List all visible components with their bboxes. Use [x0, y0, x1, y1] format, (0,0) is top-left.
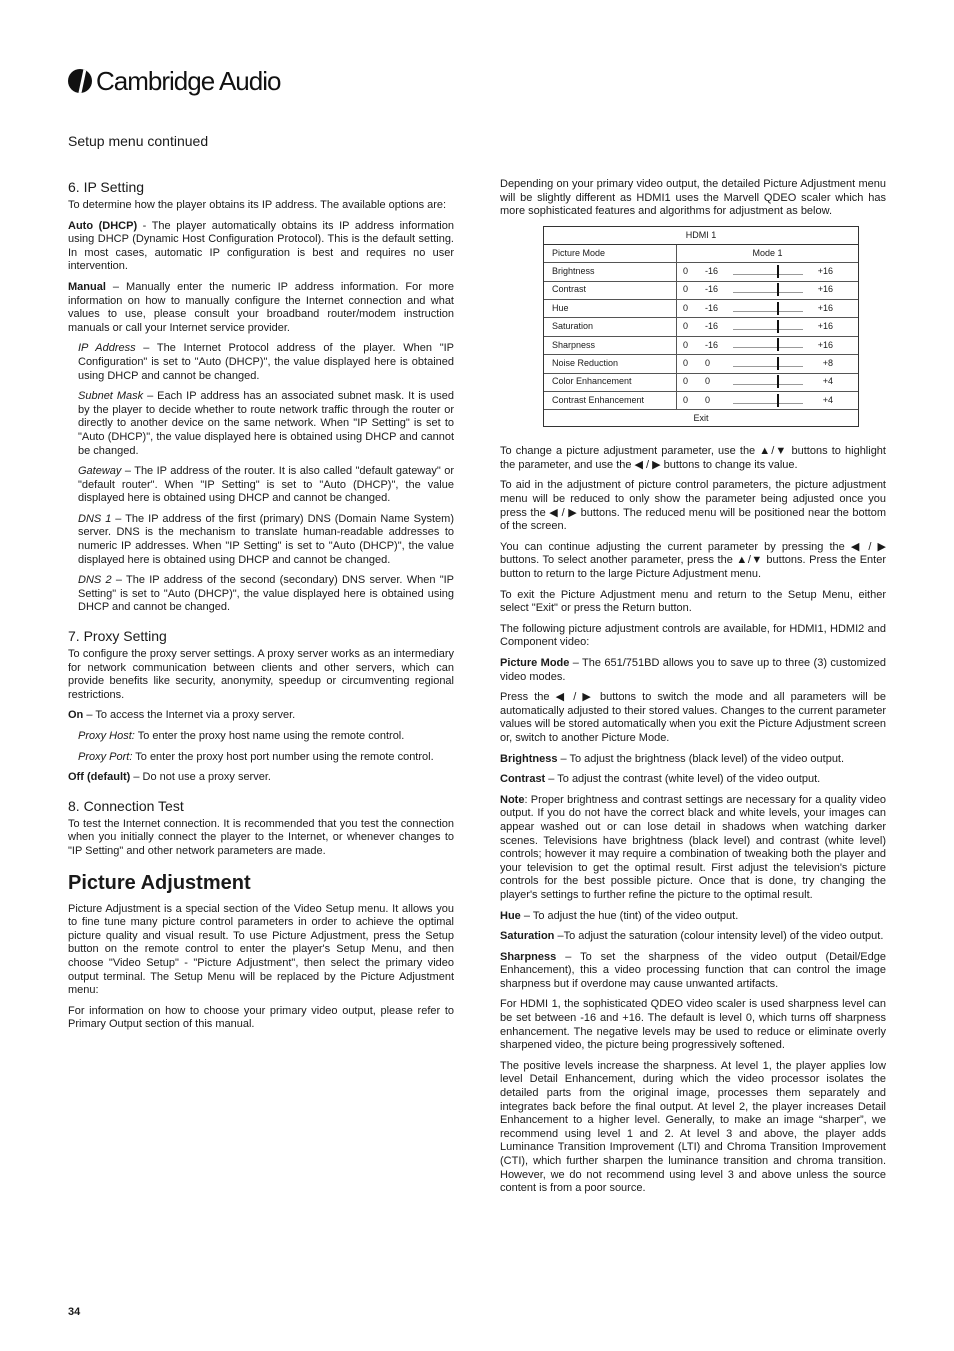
contrast-label: Contrast — [500, 773, 546, 786]
proxy-off-item — [68, 771, 454, 785]
parameter-max: +16 — [817, 302, 833, 313]
parameter-slider[interactable] — [733, 287, 803, 293]
logo-icon — [68, 69, 92, 93]
gateway-item — [68, 465, 454, 506]
parameter-name: Color Enhancement — [544, 374, 677, 391]
parameter-row[interactable] — [544, 355, 858, 373]
brightness-text: – To adjust the brightness (black level) of the video output. — [557, 752, 845, 765]
dns1-label: DNS 1 — [78, 512, 112, 525]
parameter-value: 0 — [683, 376, 689, 387]
parameter-name: Hue — [544, 300, 677, 317]
slider-knob[interactable] — [777, 265, 779, 278]
parameter-value: 0 — [683, 321, 689, 332]
proxy-port-item — [68, 751, 454, 765]
subnet-label: Subnet Mask — [78, 390, 144, 403]
saturation-text: –To adjust the saturation (colour intensity level) of the video output. — [554, 930, 884, 943]
auto-dhcp-label: Auto (DHCP) — [68, 219, 138, 232]
brightness-label: Brightness — [500, 752, 558, 765]
brand-logo — [68, 66, 280, 96]
parameter-row[interactable] — [544, 318, 858, 336]
parameter-name: Contrast — [544, 282, 677, 299]
manual-label: Manual — [68, 280, 106, 293]
left-column — [68, 178, 454, 1039]
parameter-rows — [544, 263, 858, 410]
parameter-max: +4 — [822, 376, 833, 387]
parameter-slider[interactable] — [733, 361, 803, 367]
dns2-text: – The IP address of the second (secondary) DNS server. When "IP Setting" is set to "Auto (DHCP)", the value displayed here is obtained using DHCP and cannot be changed. — [78, 574, 454, 614]
picture-adjustment-text-2: For information on how to choose your primary video output, please refer to Primary Output section of this manual. — [68, 1004, 454, 1031]
parameter-row[interactable] — [544, 263, 858, 281]
picture-mode-item-label: Picture Mode — [500, 657, 570, 670]
sharpness-label: Sharpness — [500, 950, 557, 963]
parameter-name: Contrast Enhancement — [544, 392, 677, 409]
parameter-min: -16 — [705, 302, 719, 313]
sharpness-text: – To set the sharpness of the video output (Detail/Edge Enhancement), this a video processing function that can control the image sharpness but if overdone may cause unwanted artifacts. — [500, 950, 886, 990]
proxy-heading: 7. Proxy Setting — [68, 628, 167, 645]
parameter-value: 0 — [683, 358, 689, 369]
parameter-min: -16 — [705, 339, 719, 350]
proxy-off-label: Off (default) — [68, 771, 131, 784]
picture-mode-value: Mode 1 — [752, 247, 783, 258]
dns1-text: – The IP address of the first (primary) DNS (Domain Name System) server. DNS is the mechanism to translate human-readable addresses to numeric IP addresses. When "IP Setting" is set to "Auto (DHCP)", the value displayed here is obtained using DHCP and cannot be changed. — [78, 512, 454, 566]
menu-exit: Exit — [693, 413, 709, 424]
right-intro: Depending on your primary video output, the detailed Picture Adjustment menu will be slightly different as HDMI1 uses the Marvell QDEO scaler which has more sophisticated features and algorithms for adjustment as below. — [500, 178, 886, 218]
slider-knob[interactable] — [777, 394, 779, 407]
slider-knob[interactable] — [777, 338, 779, 351]
parameter-max: +16 — [817, 321, 833, 332]
subnet-item — [68, 390, 454, 458]
parameter-value: 0 — [683, 284, 689, 295]
right-p2: To aid in the adjustment of picture control parameters, the picture adjustment menu will be reduced to only show the parameter being adjusted once you press the ◀ / ▶ buttons. The reduced menu will be positioned near the bottom of the screen. — [500, 479, 886, 533]
slider-knob[interactable] — [777, 320, 779, 333]
parameter-min: 0 — [705, 394, 711, 405]
ip-address-label: IP Address — [78, 342, 136, 355]
parameter-name: Noise Reduction — [544, 355, 677, 372]
slider-knob[interactable] — [777, 375, 779, 388]
right-p3: You can continue adjusting the current parameter by pressing the ◀ / ▶ buttons. To select another parameter, press the ▲/▼ buttons. Press the Enter button to return to the large Picture Adjustment menu. — [500, 540, 886, 581]
slider-knob[interactable] — [777, 357, 779, 370]
ip-address-item — [68, 342, 454, 383]
auto-dhcp-item — [68, 220, 454, 274]
right-p8: The positive levels increase the sharpness. At level 1, the player applies low level Detail Enhancement, during which the video processor isolates the detailed parts from the original image, processes them separately and integrates back before the final output. At level 2, the player increases Detail Enhancement to a higher level. Generally, to make an image “sharper”, we recommend using level 1 and 2. At level 3 and above, the player adds Luminance Transition Improvement (LTI) and Chroma Transition Improvement (CTI), which further sharpen the luminance transition and chroma transition. However, we do not recommend using level 3 and above unless the source content is from a poor source. — [500, 1059, 886, 1195]
gateway-text: – The IP address of the router. It is also called "default gateway" or "default router". When "IP Setting" is set to "Auto (DHCP)", the value displayed here is obtained using DHCP and cannot be changed. — [78, 465, 454, 505]
parameter-value: 0 — [683, 302, 689, 313]
picture-adjustment-text-1: Picture Adjustment is a special section of the Video Setup menu. It allows you to fine tune many picture control parameters in order to achieve the optimal picture quality and visual result. To use Picture Adjustment, press the Setup button on the remote control to enter the player's Setup Menu, and then choose "Video Setup" - "Picture Adjustment", then select the primary video output terminal. The Setup Menu will be replaced by the Picture Adjustment menu: — [68, 902, 454, 997]
right-p4: To exit the Picture Adjustment menu and return to the Setup Menu, either select "Exit" or press the Return button. — [500, 588, 886, 615]
dns2-label: DNS 2 — [78, 574, 112, 587]
ip-setting-heading: 6. IP Setting — [68, 179, 145, 195]
ip-address-text: – The Internet Protocol address of the player. When "IP Configuration" is set to "Auto (DHCP)", the value displayed here is obtained using DHCP and cannot be changed. — [78, 342, 454, 382]
manual-text: – Manually enter the numeric IP address information. For more information on how to manually configure the Internet connection and what values to use, please consult your broadband router/modem instruction manuals or call your Internet service provider. — [68, 280, 454, 334]
ip-intro: To determine how the player obtains its IP address. The available options are: — [68, 199, 447, 211]
contrast-item — [500, 773, 886, 787]
proxy-port-text: To enter the proxy host port number using the remote control. — [132, 750, 434, 763]
parameter-row[interactable] — [544, 392, 858, 410]
parameter-name: Saturation — [544, 318, 677, 335]
parameter-min: -16 — [705, 266, 719, 277]
proxy-host-text: To enter the proxy host name using the remote control. — [134, 730, 405, 742]
parameter-max: +8 — [822, 358, 833, 369]
dns1-item — [68, 513, 454, 567]
parameter-min: -16 — [705, 321, 719, 332]
gateway-label: Gateway — [78, 465, 122, 478]
parameter-slider[interactable] — [733, 306, 803, 312]
sharpness-item — [500, 951, 886, 992]
connection-test-heading: 8. Connection Test — [68, 797, 184, 814]
hue-label: Hue — [500, 909, 521, 922]
brightness-item — [500, 753, 886, 767]
slider-knob[interactable] — [777, 302, 779, 315]
manual-item — [68, 281, 454, 335]
parameter-row[interactable] — [544, 282, 858, 300]
picture-adjustment-menu — [543, 226, 859, 428]
brand-name: Cambridge Audio — [96, 65, 281, 96]
connection-test-text: To test the Internet connection. It is recommended that you test the connection when you initially connect the player to the Internet, or whenever changes to "IP Setting" and other network parameters are made. — [68, 817, 454, 857]
proxy-on-text: – To access the Internet via a proxy server. — [83, 709, 296, 722]
right-p6: Press the ◀ / ▶ buttons to switch the mode and all parameters will be automatically adjusted to their stored values. Changes to the current parameter values will be stored automatically when you exit the Picture Adjustment screen or, switch to another Picture Mode. — [500, 691, 886, 744]
parameter-name: Sharpness — [544, 337, 677, 354]
note-text: : Proper brightness and contrast settings are necessary for a quality video output. If you do not have the correct black and white levels, your images can appear washed out or can lose detail in shadows when watching darker scenes. Televisions have brightness (black level) and contrast (white level) controls; however it may require a combination of tweaking both the player and your television to get the optimal result. First adjust the television's picture controls for the best possible picture. Once that is done, try changing the player's settings to further refine the picture to the optimal result. — [500, 793, 886, 901]
parameter-min: -16 — [705, 284, 719, 295]
parameter-slider[interactable] — [733, 398, 803, 404]
parameter-slider[interactable] — [733, 324, 803, 330]
picture-mode-item-text: – The 651/751BD allows you to save up to three (3) customized video modes. — [500, 657, 886, 683]
contrast-text: – To adjust the contrast (white level) of the video output. — [545, 773, 821, 786]
saturation-item — [500, 930, 886, 944]
parameter-row[interactable] — [544, 374, 858, 392]
hue-text: – To adjust the hue (tint) of the video output. — [520, 909, 739, 922]
parameter-value: 0 — [683, 339, 689, 350]
picture-mode-item — [500, 657, 886, 684]
note-label: Note — [500, 793, 525, 806]
right-column — [500, 178, 886, 1203]
parameter-row[interactable] — [544, 300, 858, 318]
right-p5: The following picture adjustment controls are available, for HDMI1, HDMI2 and Component video: — [500, 622, 886, 649]
proxy-on-label: On — [68, 709, 84, 722]
parameter-min: 0 — [705, 358, 711, 369]
auto-dhcp-text: - The player automatically obtains its IP address information using DHCP (Dynamic Host Configuration Protocol). This is the default setting. In most cases, automatic IP configuration is best and requires no user intervention. — [68, 219, 454, 273]
parameter-value: 0 — [683, 266, 689, 277]
parameter-slider[interactable] — [733, 342, 803, 348]
parameter-value: 0 — [683, 394, 689, 405]
page-number: 34 — [68, 1306, 81, 1318]
proxy-off-text: – Do not use a proxy server. — [130, 771, 271, 784]
picture-mode-label: Picture Mode — [544, 245, 677, 262]
proxy-host-item — [68, 730, 454, 744]
section-heading: Setup menu continued — [68, 133, 209, 149]
parameter-min: 0 — [705, 376, 711, 387]
parameter-max: +16 — [817, 266, 833, 277]
parameter-max: +4 — [822, 394, 833, 405]
parameter-max: +16 — [817, 284, 833, 295]
parameter-slider[interactable] — [733, 379, 803, 385]
menu-title: HDMI 1 — [544, 227, 858, 245]
proxy-intro: To configure the proxy server settings. A proxy server works as an intermediary for network communication between clients and other servers, which can provide benefits like security, anonymity, speedup or circumventing regional restrictions. — [68, 648, 454, 701]
subnet-text: – Each IP address has an associated subnet mask. It is used by the player to decide whether to route network traffic through the router or directly to another device on the same network. When "IP Setting" is set to "Auto (DHCP)", the value displayed here is obtained using DHCP and cannot be changed. — [78, 390, 454, 457]
parameter-row[interactable] — [544, 337, 858, 355]
proxy-on-item — [68, 709, 454, 723]
dns2-item — [68, 574, 454, 615]
proxy-port-label: Proxy Port: — [78, 750, 133, 763]
picture-adjustment-heading: Picture Adjustment — [68, 871, 251, 894]
hue-item — [500, 910, 886, 924]
right-p1: To change a picture adjustment parameter, use the ▲/▼ buttons to highlight the parameter, and use the ◀ / ▶ buttons to change its value. — [500, 445, 886, 471]
parameter-max: +16 — [817, 339, 833, 350]
proxy-host-label: Proxy Host: — [78, 730, 135, 742]
picture-mode-row — [544, 245, 858, 263]
note-item — [500, 794, 886, 903]
saturation-label: Saturation — [500, 930, 555, 943]
parameter-name: Brightness — [544, 263, 677, 280]
slider-knob[interactable] — [777, 283, 779, 296]
parameter-slider[interactable] — [733, 269, 803, 275]
right-p7: For HDMI 1, the sophisticated QDEO video scaler is used sharpness level can be set between -16 and +16. The default is level 0, which turns off sharpness enhancement. The negative levels may be used to reduce or eliminate overly sharpened video, the picture being progressively softened. — [500, 998, 886, 1052]
